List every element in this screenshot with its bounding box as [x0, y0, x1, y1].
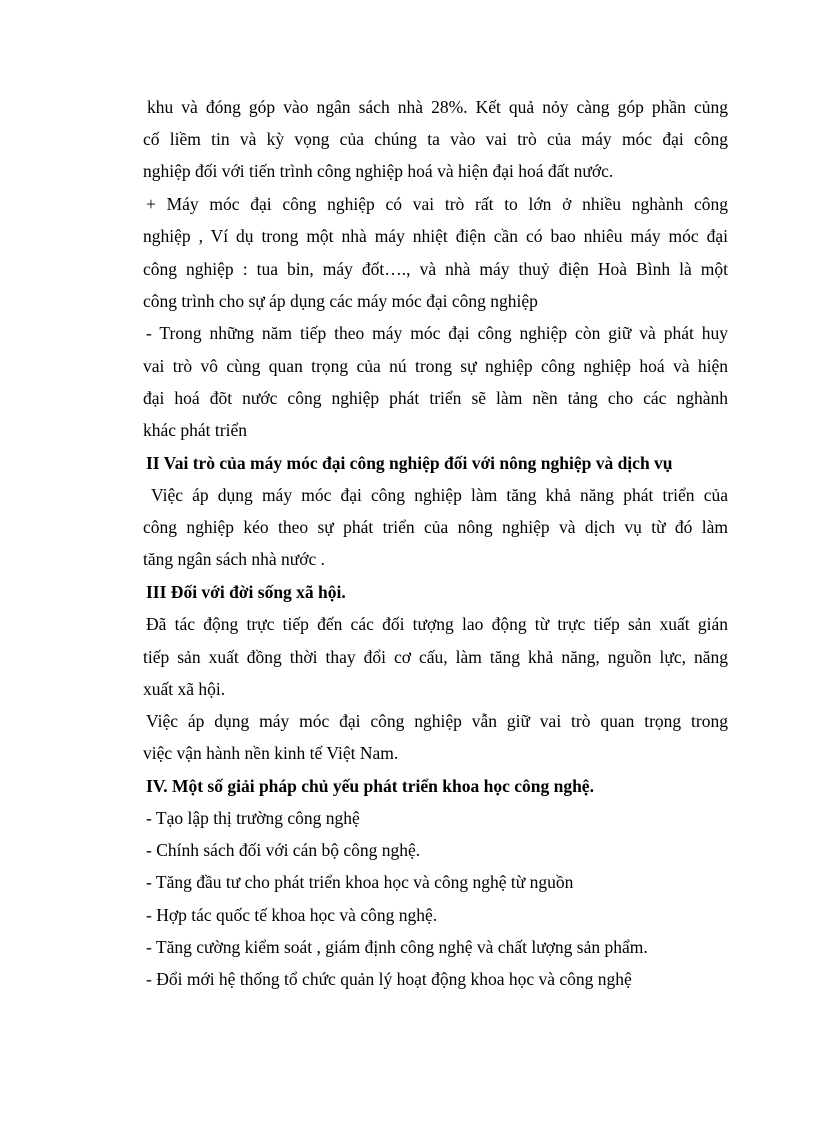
text-line: tăng ngân sách nhà nước .	[143, 549, 326, 569]
text-line: cố liềm tin và kỳ vọng của chúng ta vào vai trò của máy móc đại công	[143, 129, 728, 149]
text-line: xuất xã hội.	[143, 679, 226, 699]
section-heading-4: IV. Một số giải pháp chủ yếu phát triển khoa học công nghệ.	[146, 776, 594, 796]
list-item: - Đổi mới hệ thống tổ chức quản lý hoạt động khoa học và công nghệ	[146, 969, 632, 989]
text-line: Việc áp dụng máy móc đại công nghiệp làm tăng khả năng phát triển của	[151, 485, 728, 505]
text-line: tiếp sản xuất đồng thời thay đổi cơ cấu, làm tăng khả năng, nguồn lực, năng	[143, 647, 728, 667]
list-item: - Tăng đầu tư cho phát triển khoa học và công nghệ từ nguồn	[146, 872, 574, 892]
text-line: Việc áp dụng máy móc đại công nghiệp vẫn giữ vai trò quan trọng trong	[146, 711, 728, 731]
text-line: vai trò vô cùng quan trọng của nú trong sự nghiệp công nghiệp hoá và hiện	[143, 356, 728, 376]
text-line: việc vận hành nền kinh tế Việt Nam.	[143, 743, 399, 763]
list-item: - Chính sách đối với cán bộ công nghệ.	[146, 840, 421, 860]
text-line: công nghiệp : tua bin, máy đốt…., và nhà máy thuỷ điện Hoà Bình là một	[143, 259, 728, 279]
section-heading-2: II Vai trò của máy móc đại công nghiệp đối với nông nghiệp và dịch vụ	[146, 453, 673, 473]
text-line: Đã tác động trực tiếp đến các đối tượng lao động từ trực tiếp sản xuất gián	[146, 614, 728, 634]
list-item: - Hợp tác quốc tế khoa học và công nghệ.	[146, 905, 438, 925]
section-heading-3: III Đối với đời sống xã hội.	[146, 582, 346, 602]
text-line: đại hoá đõt nước công nghiệp phát triển sẽ làm nền tảng cho các nghành	[143, 388, 728, 408]
text-line: - Trong những năm tiếp theo máy móc đại công nghiệp còn giữ và phát huy	[146, 323, 728, 343]
text-line: công trình cho sự áp dụng các máy móc đại công nghiệp	[143, 291, 538, 311]
text-line: nghiệp , Ví dụ trong một nhà máy nhiệt điện cần có bao nhiêu máy móc đại	[143, 226, 728, 246]
text-line: + Máy móc đại công nghiệp có vai trò rất to lớn ở nhiều nghành công	[146, 194, 728, 214]
text-line: công nghiệp kéo theo sự phát triển của nông nghiệp và dịch vụ từ đó làm	[143, 517, 728, 537]
list-item: - Tăng cường kiểm soát , giám định công nghệ và chất lượng sản phẩm.	[146, 937, 648, 957]
list-item: - Tạo lập thị trường công nghệ	[146, 808, 360, 828]
text-line: nghiệp đối với tiến trình công nghiệp hoá và hiện đại hoá đất nước.	[143, 161, 614, 181]
text-line: khu và đóng góp vào ngân sách nhà 28%. Kết quả nỏy càng góp phần củng	[147, 97, 728, 117]
text-line: khác phát triển	[143, 420, 247, 440]
